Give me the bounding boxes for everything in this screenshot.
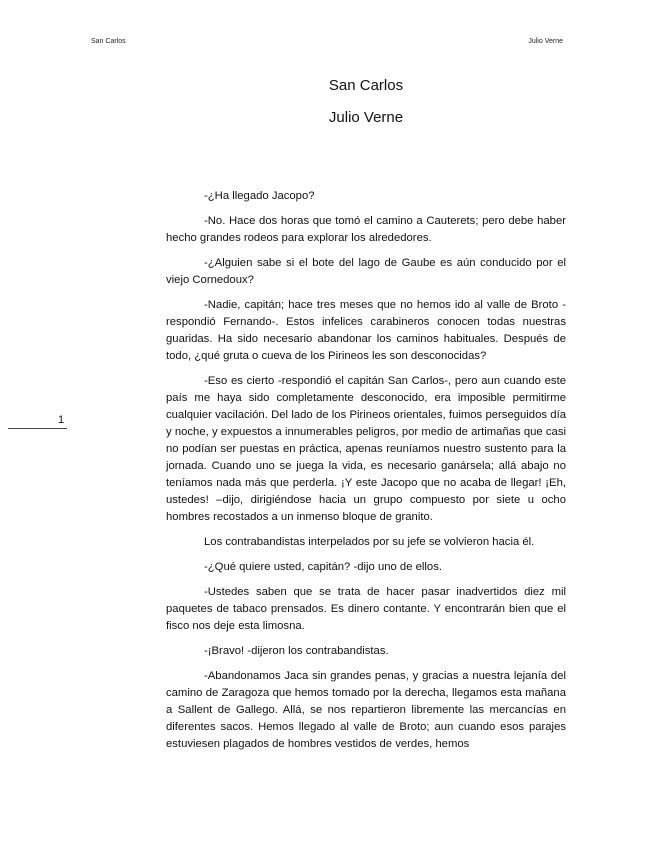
paragraph: -Nadie, capitán; hace tres meses que no hemos ido al valle de Broto -respondió Fernando-. Estos infelices carabineros conocen todas nuestras guaridas. Ha sido necesario abandonar los caminos habituales. Después de todo, ¿qué gruta o cueva de los Pirineos les son desconocidas? bbox=[166, 299, 566, 362]
body-text bbox=[166, 188, 566, 761]
paragraph: -No. Hace dos horas que tomó el camino a Cauterets; pero debe haber hecho grandes rodeos para explorar los alrededores. bbox=[166, 215, 566, 244]
paragraph: -Abandonamos Jaca sin grandes penas, y gracias a nuestra lejanía del camino de Zaragoza que hemos tomado por la derecha, llegamos esta mañana a Sallent de Gallego. Allá, se nos repartieron libremente las mercancías en diferentes sacos. Hemos llegado al valle de Broto; aun cuando esos parajes estuviesen plagados de hombres vestidos de verdes, hemos bbox=[166, 670, 566, 750]
paragraph: -¿Qué quiere usted, capitán? -dijo uno de ellos. bbox=[204, 561, 443, 573]
page-title: San Carlos bbox=[328, 77, 404, 94]
paragraph: -¿Ha llegado Jacopo? bbox=[204, 190, 315, 202]
paragraph: -¡Bravo! -dijeron los contrabandistas. bbox=[204, 645, 389, 657]
paragraph: Los contrabandistas interpelados por su jefe se volvieron hacia él. bbox=[204, 536, 535, 548]
paragraph: -¿Alguien sabe si el bote del lago de Gaube es aún conducido por el viejo Cornedoux? bbox=[166, 257, 566, 286]
margin-rule bbox=[8, 428, 67, 429]
running-header-left: San Carlos bbox=[91, 38, 126, 45]
page-number: 1 bbox=[58, 414, 65, 426]
paragraph: -Ustedes saben que se trata de hacer pasar inadvertidos diez mil paquetes de tabaco prensados. Es dinero contante. Y encontrarán bien que el fisco nos deje esta limosna. bbox=[166, 586, 566, 632]
author-name: Julio Verne bbox=[328, 109, 404, 126]
running-header-right: Julio Verne bbox=[528, 38, 563, 45]
paragraph: -Eso es cierto -respondió el capitán San Carlos-, pero aun cuando este país me haya sido completamente desconocido, era imposible permitirme cualquier vacilación. Del lado de los Pirineos orientales, fuimos perseguidos día y noche, y expuestos a innumerables peligros, por medio de artimañas que casi no podían ser puestas en práctica, apenas reuníamos nuestro sustento para la jornada. Cuando uno se juega la vida, es necesario ganársela; allá abajo no teníamos nada más que perderla. ¡Y este Jacopo que no acaba de llegar! ¡Eh, ustedes! –dijo, dirigiéndose hacia un grupo compuesto por siete u ocho hombres recostados a un inmenso bloque de granito. bbox=[166, 375, 566, 523]
